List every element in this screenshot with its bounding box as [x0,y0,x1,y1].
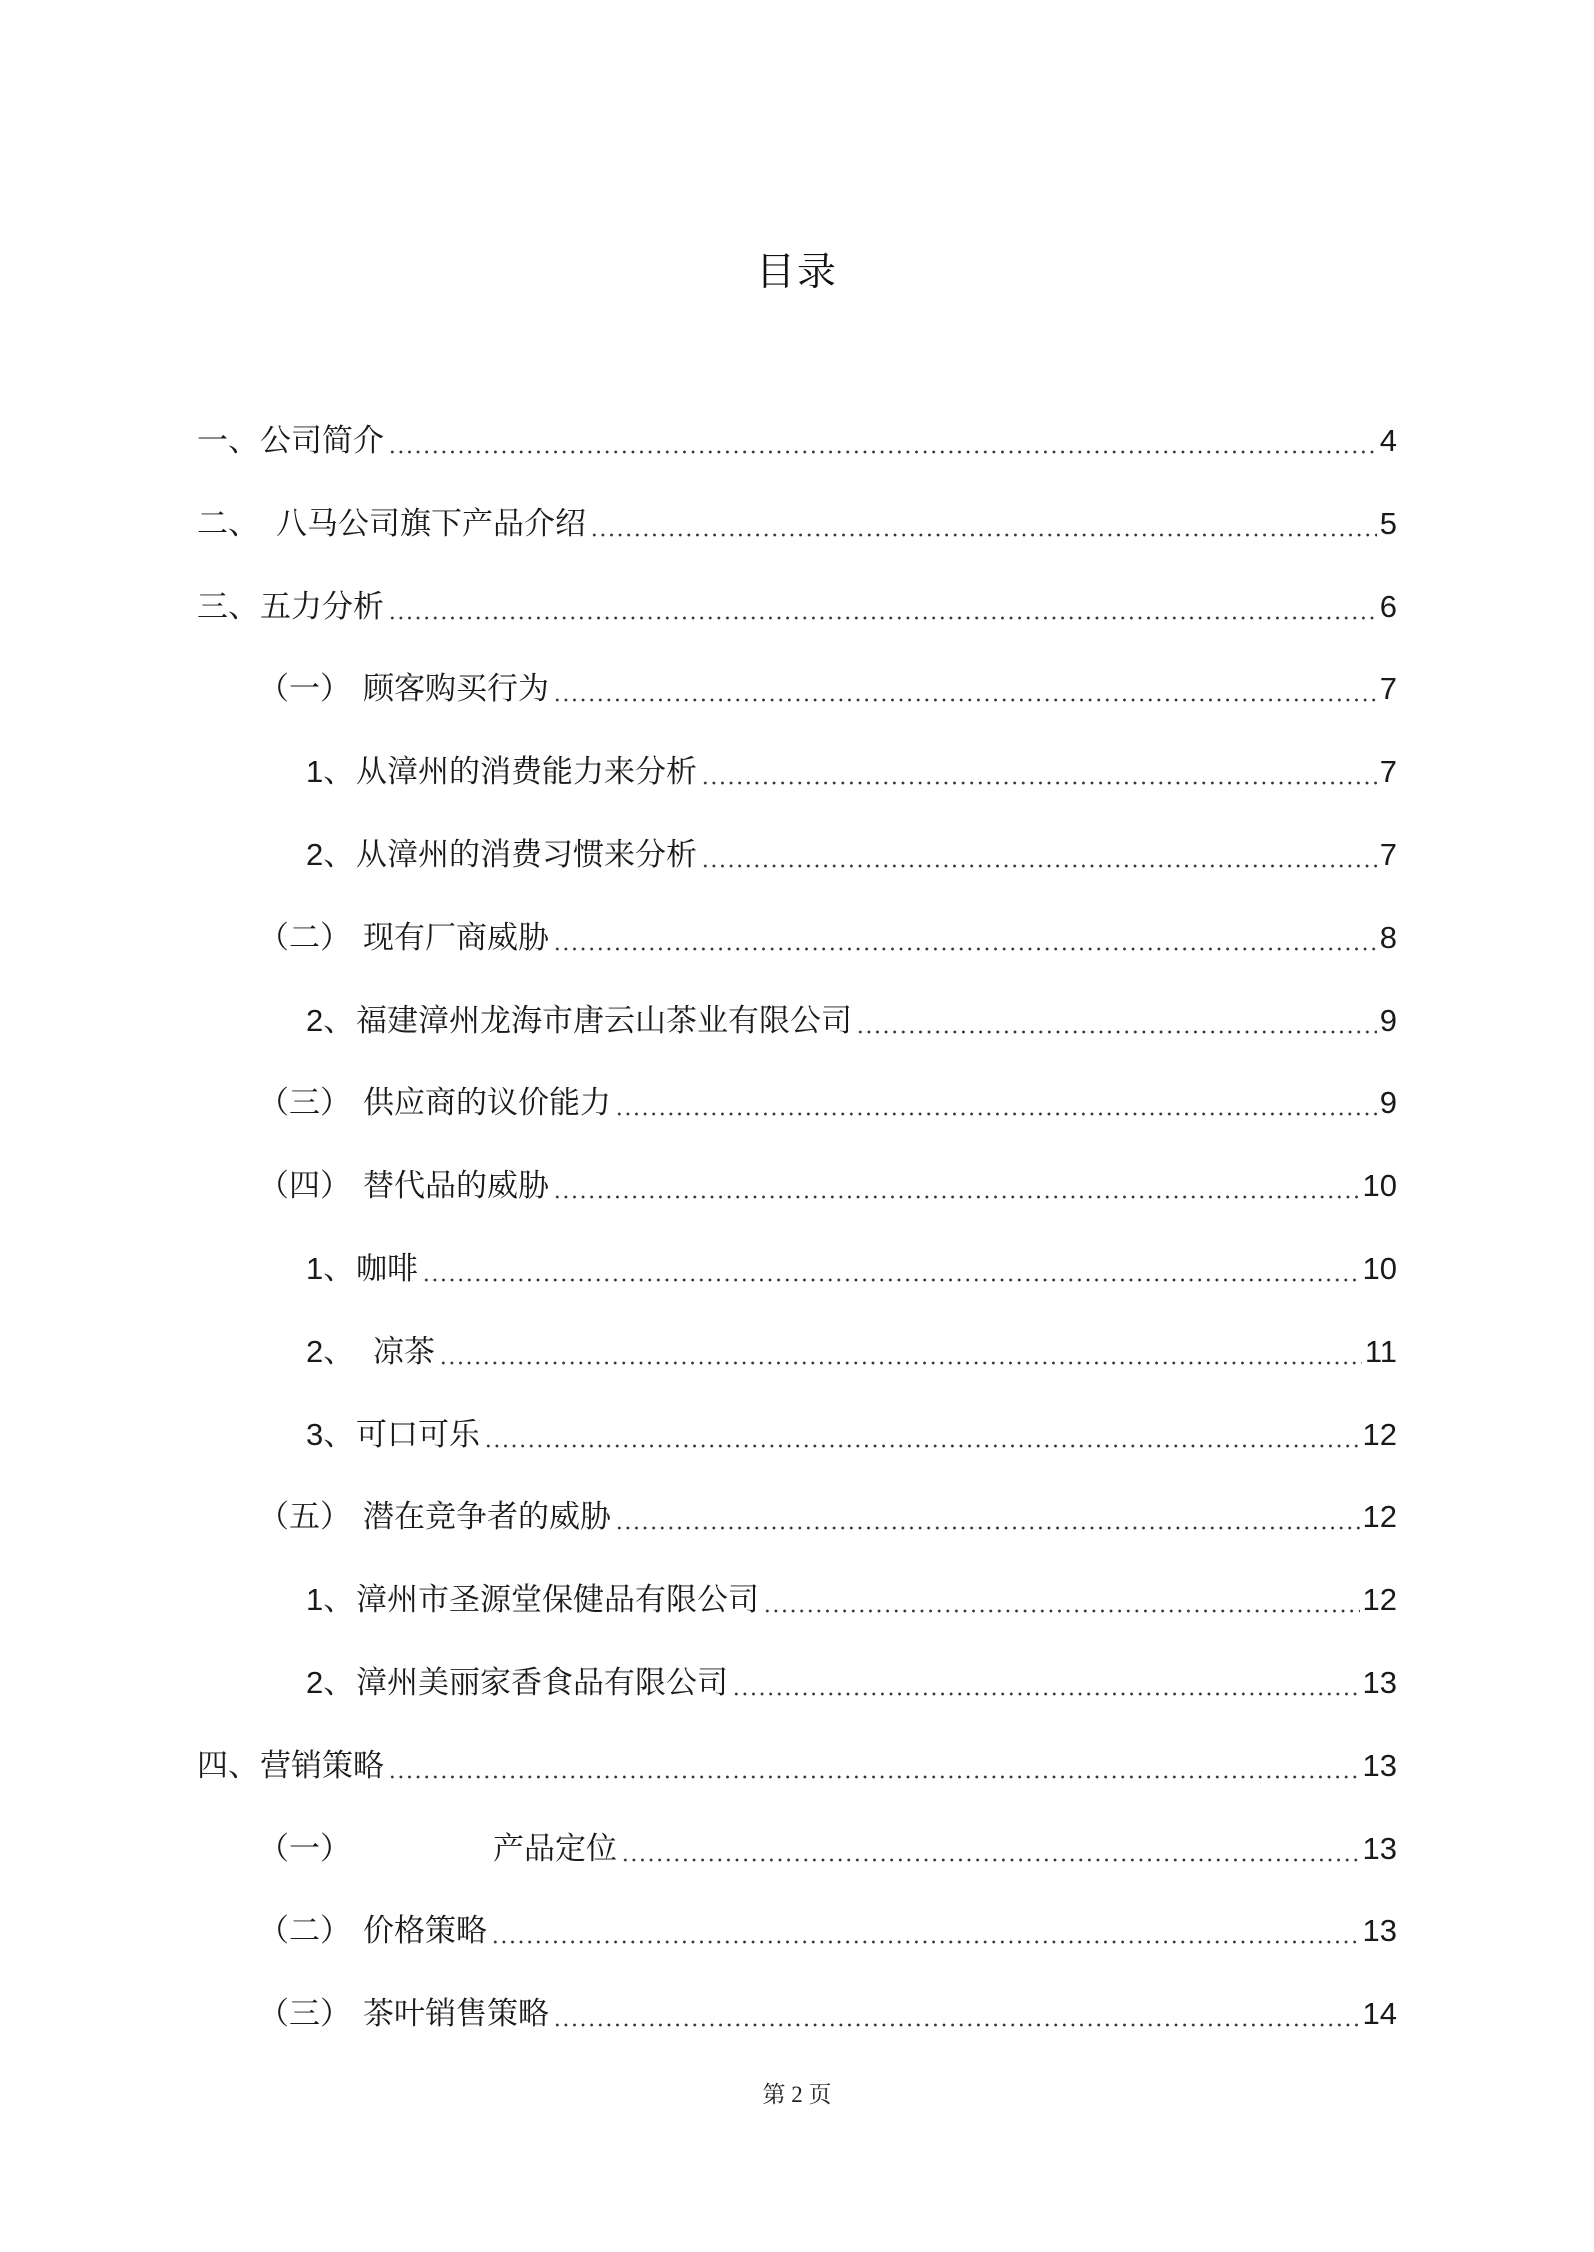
toc-entry-number: （一） [258,1831,351,1866]
dot-leader [701,864,1377,868]
toc-entry[interactable] [258,1992,1397,2036]
toc-entry-page: 7 [1379,754,1397,789]
dot-leader [388,450,1377,454]
toc-entry-title: 五力分析 [260,589,384,624]
toc-entry-page: 13 [1362,1913,1397,1948]
toc-entry[interactable] [306,999,1397,1043]
toc-entry-title: 漳州美丽家香食品有限公司 [356,1665,728,1700]
dot-leader [732,1692,1360,1696]
toc-entry-title: 潜在竞争者的威胁 [363,1499,611,1534]
toc-entry[interactable] [197,502,1397,546]
toc-entry-number: （二） [258,1913,351,1948]
dot-leader [621,1858,1360,1862]
toc-entry-title: 福建漳州龙海市唐云山茶业有限公司 [356,1003,852,1038]
dot-leader [856,1030,1377,1034]
toc-entry-number: 1、 [306,1251,355,1286]
toc-entry[interactable] [258,667,1397,711]
dot-leader [553,2023,1360,2027]
toc-entry[interactable] [197,1744,1397,1788]
toc-entry[interactable] [306,833,1397,877]
dot-leader [388,616,1377,620]
toc-entry[interactable] [258,1081,1397,1125]
toc-entry-page: 14 [1362,1996,1397,2031]
dot-leader [491,1940,1360,1944]
toc-entry[interactable] [258,1164,1397,1208]
toc-entry-title: 从漳州的消费能力来分析 [356,754,697,789]
toc-entry-page: 9 [1379,1085,1397,1120]
toc-entry-number: 一、 [197,423,259,458]
toc-entry-number: 2、 [306,1334,355,1369]
toc-entry-page: 13 [1362,1748,1397,1783]
toc-entry-title: 凉茶 [373,1334,435,1369]
toc-entry-number: 2、 [306,837,355,872]
dot-leader [615,1112,1377,1116]
toc-entry-page: 7 [1379,837,1397,872]
toc-entry-page: 12 [1362,1417,1397,1452]
toc-entry-page: 9 [1379,1003,1397,1038]
toc-entry-title: 茶叶销售策略 [363,1996,549,2031]
toc-entry[interactable] [258,1909,1397,1953]
toc-entry[interactable] [258,916,1397,960]
toc-entry-number: 二、 [197,506,259,541]
toc-entry-number: （一） [258,671,351,706]
toc-entry-page: 13 [1362,1665,1397,1700]
toc-entry-page: 12 [1362,1499,1397,1534]
toc-entry-page: 4 [1379,423,1397,458]
toc-entry-page: 11 [1364,1334,1397,1369]
toc-entry[interactable] [306,1247,1397,1291]
dot-leader [701,781,1377,785]
toc-entry-title: 顾客购买行为 [363,671,549,706]
toc-entry[interactable] [258,1495,1397,1539]
toc-entry-page: 12 [1362,1582,1397,1617]
dot-leader [763,1609,1360,1613]
toc-entry-number: （五） [258,1499,351,1534]
toc-entry[interactable] [306,1578,1397,1622]
toc-entry-title: 价格策略 [363,1913,487,1948]
dot-leader [590,533,1377,537]
toc-entry-number: （三） [258,1085,351,1120]
toc-entry[interactable] [258,1827,1397,1871]
toc-entry[interactable] [306,1661,1397,1705]
toc-entry-title: 替代品的威胁 [363,1168,549,1203]
toc-entry-number: 2、 [306,1665,355,1700]
toc-entry-page: 10 [1362,1168,1397,1203]
toc-entry-title: 八马公司旗下产品介绍 [276,506,586,541]
toc-entry-title: 漳州市圣源堂保健品有限公司 [356,1582,759,1617]
toc-entry-title: 产品定位 [493,1831,617,1866]
toc-entry-title: 公司简介 [260,423,384,458]
dot-leader [553,1195,1360,1199]
toc-entry-number: （三） [258,1996,351,2031]
toc-entry-number: 四、 [197,1748,259,1783]
toc-entry-title: 现有厂商威胁 [363,920,549,955]
dot-leader [615,1526,1360,1530]
toc-entry-page: 7 [1379,671,1397,706]
dot-leader [553,698,1377,702]
toc-entry-number: （二） [258,920,351,955]
toc-entry-title: 可口可乐 [356,1417,480,1452]
toc-entry-page: 10 [1362,1251,1397,1286]
toc-entry-page: 13 [1362,1831,1397,1866]
toc-entry[interactable] [306,750,1397,794]
toc-entry-title: 供应商的议价能力 [363,1085,611,1120]
toc-entry-page: 8 [1379,920,1397,955]
toc-entry[interactable] [306,1330,1397,1374]
page-title: 目录 [755,251,838,294]
dot-leader [422,1278,1360,1282]
dot-leader [388,1775,1360,1779]
toc-entry[interactable] [306,1413,1397,1457]
dot-leader [439,1361,1362,1365]
toc-entry-number: 1、 [306,1582,355,1617]
toc-entry-number: 2、 [306,1003,355,1038]
toc-entry-number: 1、 [306,754,355,789]
toc-entry[interactable] [197,419,1397,463]
toc-entry-title: 咖啡 [356,1251,418,1286]
toc-entry-number: （四） [258,1168,351,1203]
toc-entry-number: 三、 [197,589,259,624]
toc-entry-title: 从漳州的消费习惯来分析 [356,837,697,872]
dot-leader [484,1444,1360,1448]
toc-entry[interactable] [197,585,1397,629]
toc-entry-number: 3、 [306,1417,355,1452]
toc-entry-page: 5 [1379,506,1397,541]
dot-leader [553,947,1377,951]
page-footer: 第 2 页 [762,2082,832,2107]
toc-entry-page: 6 [1379,589,1397,624]
toc-entry-title: 营销策略 [260,1748,384,1783]
